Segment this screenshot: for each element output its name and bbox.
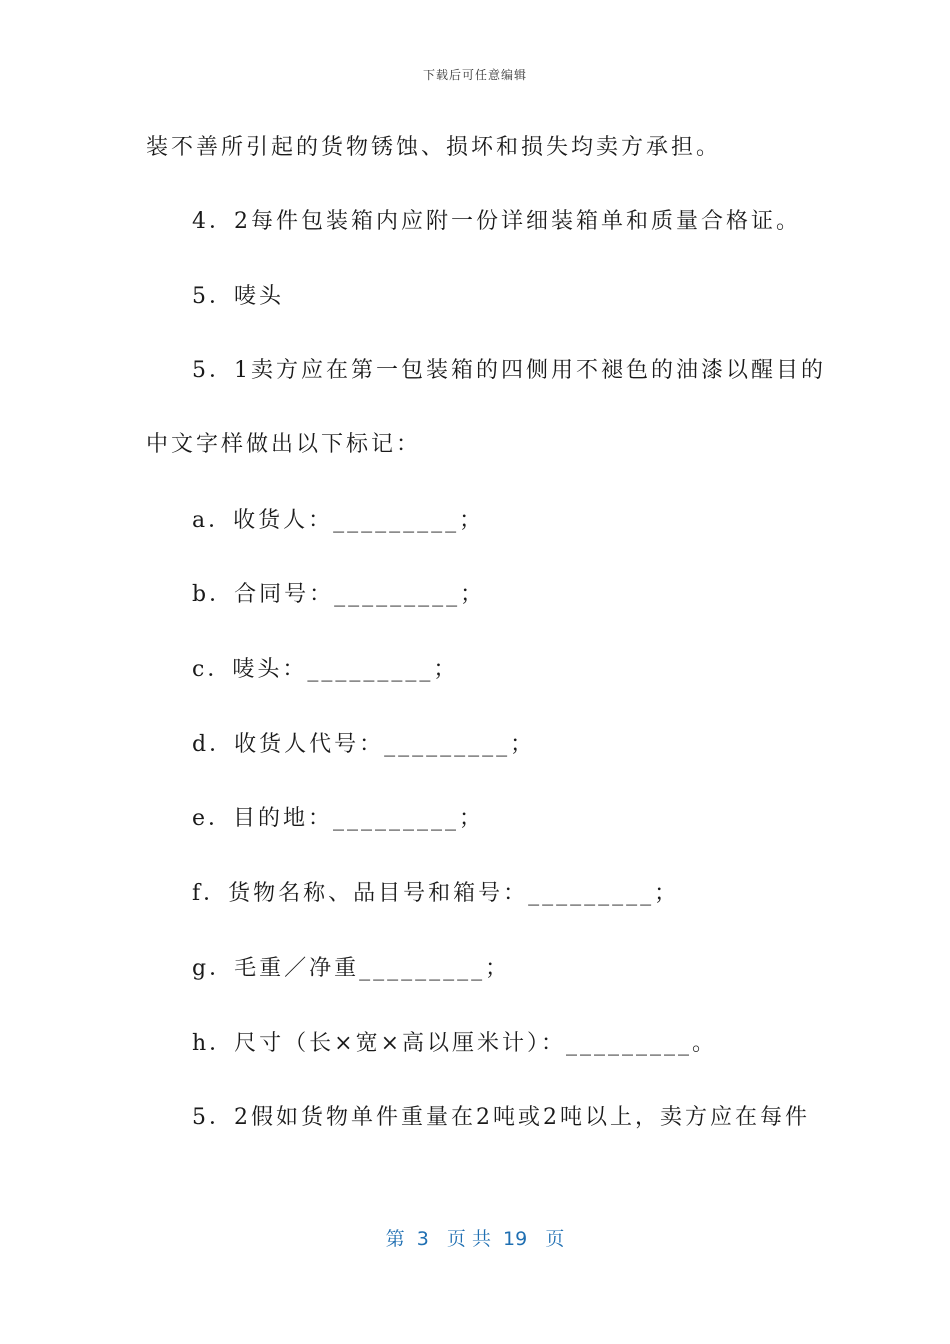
paragraph-line: 5．1卖方应在第一包装箱的四侧用不褪色的油漆以醒目的 bbox=[192, 358, 826, 383]
list-item: d．收货人代号：_________； bbox=[192, 732, 536, 757]
paragraph-line: 中文字样做出以下标记： bbox=[146, 432, 422, 457]
page-footer: 第 3 页 共 19 页 bbox=[385, 1228, 565, 1250]
section-heading: 5．唛头 bbox=[192, 284, 284, 309]
list-item: c．唛头：_________； bbox=[192, 657, 459, 682]
paragraph-line: 5．2假如货物单件重量在2吨或2吨以上，卖方应在每件 bbox=[192, 1105, 810, 1130]
list-item: f．货物名称、品目号和箱号：_________； bbox=[192, 881, 680, 906]
list-item: b．合同号：_________； bbox=[192, 582, 486, 607]
paragraph-line: 装不善所引起的货物锈蚀、损坏和损失均卖方承担。 bbox=[146, 135, 722, 160]
list-item: a．收货人：_________； bbox=[192, 508, 485, 533]
list-item: h．尺寸（长×宽×高以厘米计）：_________。 bbox=[192, 1031, 718, 1056]
list-item: g．毛重／净重_________； bbox=[192, 956, 511, 981]
page-header: 下载后可任意编辑 bbox=[422, 68, 527, 82]
list-item: e．目的地：_________； bbox=[192, 806, 485, 831]
paragraph-line: 4．2每件包装箱内应附一份详细装箱单和质量合格证。 bbox=[192, 209, 801, 234]
